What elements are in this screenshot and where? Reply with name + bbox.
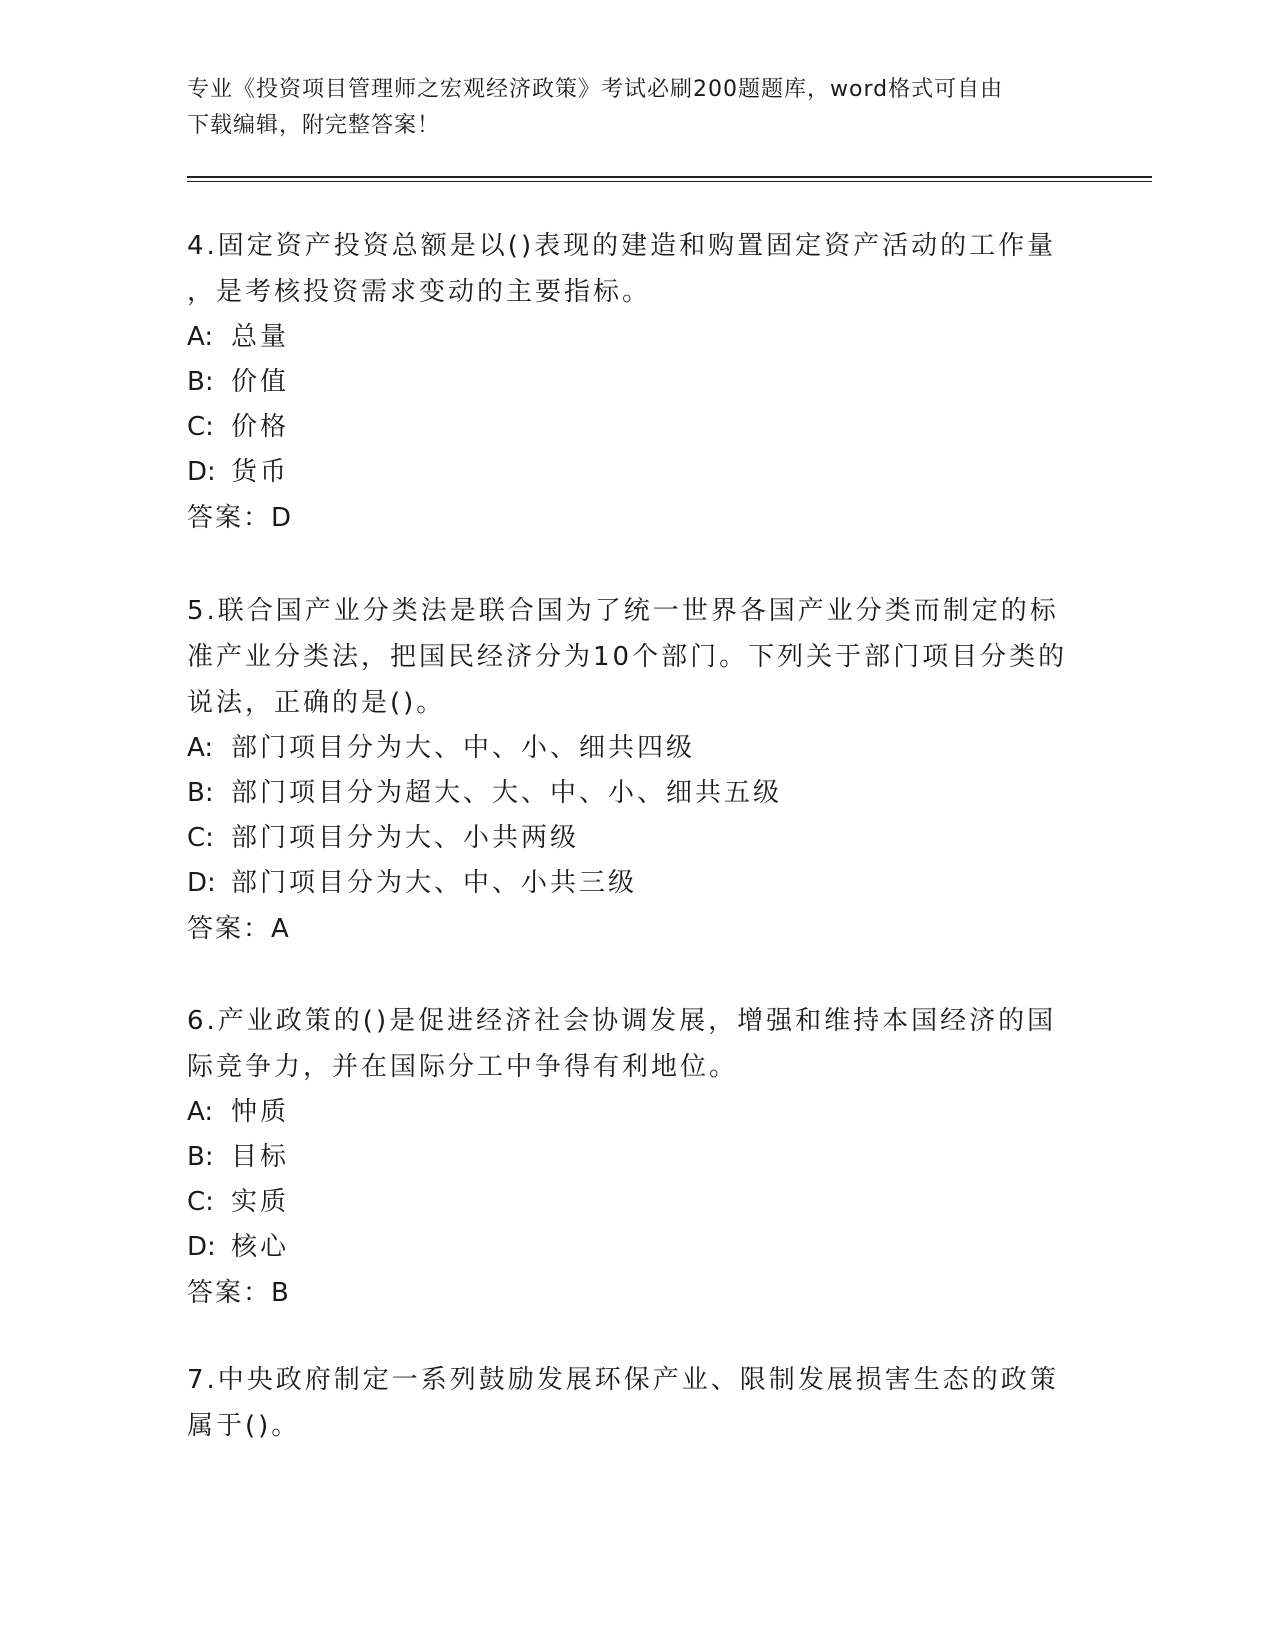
- option-text: 部门项目分为大、中、小、细共四级: [231, 733, 696, 763]
- answer-label: 答案：: [187, 503, 272, 533]
- header-line-1: 专业《投资项目管理师之宏观经济政策》考试必刷200题题库，word格式可自由: [187, 77, 1004, 102]
- option-letter: C:: [187, 412, 214, 442]
- question-stem-line: ，是考核投资需求变动的主要指标。: [187, 277, 652, 307]
- option-letter: A:: [187, 1097, 214, 1127]
- question-4: [187, 223, 1087, 541]
- option-d: [187, 450, 1087, 495]
- question-stem-line: 际竞争力，并在国际分工中争得有利地位。: [187, 1052, 739, 1082]
- option-letter: C:: [187, 823, 214, 853]
- header-divider-thin: [187, 181, 1152, 182]
- option-letter: D:: [187, 1232, 216, 1262]
- question-stem-line: 属于()。: [187, 1411, 301, 1441]
- option-letter: B:: [187, 778, 214, 808]
- option-text: 货币: [231, 457, 290, 487]
- option-letter: B:: [187, 1142, 214, 1172]
- question-stem-line: 准产业分类法，把国民经济分为10个部门。下列关于部门项目分类的: [187, 642, 1068, 672]
- header-divider-thick: [187, 176, 1152, 178]
- question-6: [187, 998, 1087, 1316]
- answer-value: D: [271, 503, 293, 533]
- option-text: 部门项目分为超大、大、中、小、细共五级: [231, 778, 783, 808]
- option-letter: A:: [187, 733, 214, 763]
- question-stem-line: 6.产业政策的()是促进经济社会协调发展，增强和维持本国经济的国: [187, 1006, 1057, 1036]
- option-b: [187, 771, 1087, 816]
- answer-line: [187, 1270, 1087, 1316]
- question-stem-line: 5.联合国产业分类法是联合国为了统一世界各国产业分类而制定的标: [187, 596, 1059, 626]
- option-letter: C:: [187, 1187, 214, 1217]
- question-stem-line: 7.中央政府制定一系列鼓励发展环保产业、限制发展损害生态的政策: [187, 1365, 1059, 1395]
- option-d: [187, 861, 1087, 906]
- answer-line: [187, 906, 1087, 952]
- option-text: 部门项目分为大、小共两级: [231, 823, 580, 853]
- option-letter: D:: [187, 457, 216, 487]
- option-a: [187, 726, 1087, 771]
- option-text: 目标: [231, 1142, 290, 1172]
- answer-label: 答案：: [187, 914, 272, 944]
- option-letter: A:: [187, 322, 214, 352]
- option-text: 总量: [231, 322, 290, 352]
- option-b: [187, 1135, 1087, 1180]
- document-header: [187, 72, 1067, 144]
- answer-label: 答案：: [187, 1278, 272, 1308]
- option-a: [187, 1090, 1087, 1135]
- option-text: 价格: [231, 412, 290, 442]
- answer-value: A: [271, 914, 290, 944]
- option-letter: D:: [187, 868, 216, 898]
- answer-value: B: [271, 1278, 290, 1308]
- question-stem-line: 4.固定资产投资总额是以()表现的建造和购置固定资产活动的工作量: [187, 231, 1057, 261]
- option-b: [187, 360, 1087, 405]
- option-text: 部门项目分为大、中、小共三级: [231, 868, 638, 898]
- question-stem-line: 说法，正确的是()。: [187, 688, 446, 718]
- option-c: [187, 405, 1087, 450]
- option-c: [187, 816, 1087, 861]
- option-text: 价值: [231, 367, 290, 397]
- option-c: [187, 1180, 1087, 1225]
- option-text: 实质: [231, 1187, 290, 1217]
- answer-line: [187, 495, 1087, 541]
- question-7: [187, 1357, 1087, 1449]
- option-text: 核心: [231, 1232, 290, 1262]
- header-line-2: 下载编辑，附完整答案！: [187, 113, 441, 138]
- option-d: [187, 1225, 1087, 1270]
- option-text: 忡质: [231, 1097, 290, 1127]
- option-a: [187, 315, 1087, 360]
- question-5: [187, 588, 1087, 952]
- option-letter: B:: [187, 367, 214, 397]
